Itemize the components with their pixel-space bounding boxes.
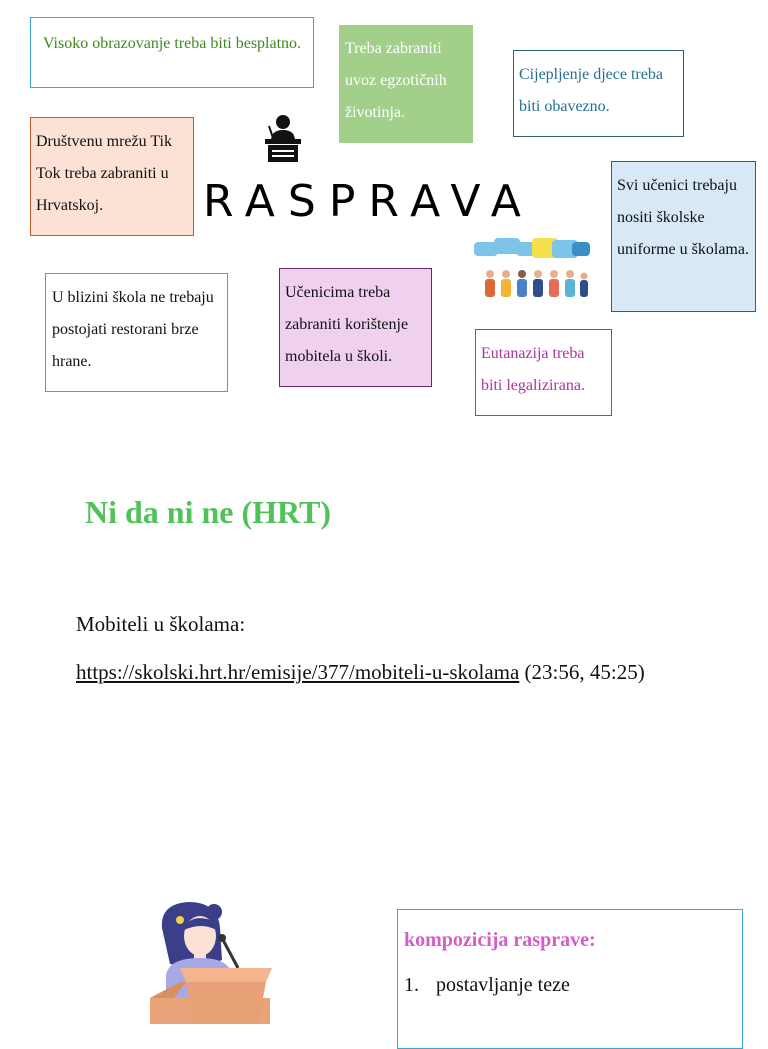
topic-box-euthanasia — [475, 329, 612, 416]
composition-list — [404, 971, 736, 999]
podium-speaker-icon — [262, 113, 304, 165]
topic-text: Svi učenici trebaju nositi školske uniforme u školama. — [617, 177, 749, 258]
composition-title: kompozicija rasprave: — [404, 929, 596, 951]
topic-text: Društvenu mrežu Tik Tok treba zabraniti u Hrvatskoj. — [36, 133, 172, 214]
topic-text: Učenicima treba zabraniti korištenje mobitela u školi. — [285, 284, 409, 365]
topic-text: Treba zabraniti uvoz egzotičnih životinja. — [345, 40, 447, 121]
topic-box-exotic-animals — [339, 25, 473, 143]
topic-text: Visoko obrazovanje treba biti besplatno. — [42, 35, 302, 52]
video-timestamps: (23:56, 45:25) — [519, 660, 645, 684]
page-title: RASPRAVA — [203, 176, 534, 227]
topic-text: Eutanazija treba biti legalizirana. — [481, 345, 585, 394]
girl-speaker-illustration — [140, 898, 280, 1024]
topic-box-vaccination — [513, 50, 684, 137]
list-number: 1. — [404, 974, 419, 996]
topic-box-fast-food — [45, 273, 228, 392]
hrt-video-link[interactable]: https://skolski.hrt.hr/emisije/377/mobiteli-u-skolama — [76, 660, 520, 684]
mobiteli-link-line — [76, 656, 645, 688]
topic-text: U blizini škola ne trebaju postojati restorani brze hrane. — [52, 289, 214, 370]
discussion-people-icon — [472, 236, 592, 300]
mobiteli-label: Mobiteli u školama: — [76, 612, 246, 636]
list-item — [404, 971, 736, 999]
topic-box-uniforms — [611, 161, 756, 312]
topic-box-phones — [279, 268, 432, 387]
topic-box-tiktok — [30, 117, 194, 236]
section-heading: Ni da ni ne (HRT) — [85, 494, 332, 530]
topic-box-free-education — [30, 17, 314, 88]
topic-text: Cijepljenje djece treba biti obavezno. — [519, 66, 663, 115]
list-text: postavljanje teze — [436, 974, 570, 996]
composition-box — [397, 909, 743, 1049]
